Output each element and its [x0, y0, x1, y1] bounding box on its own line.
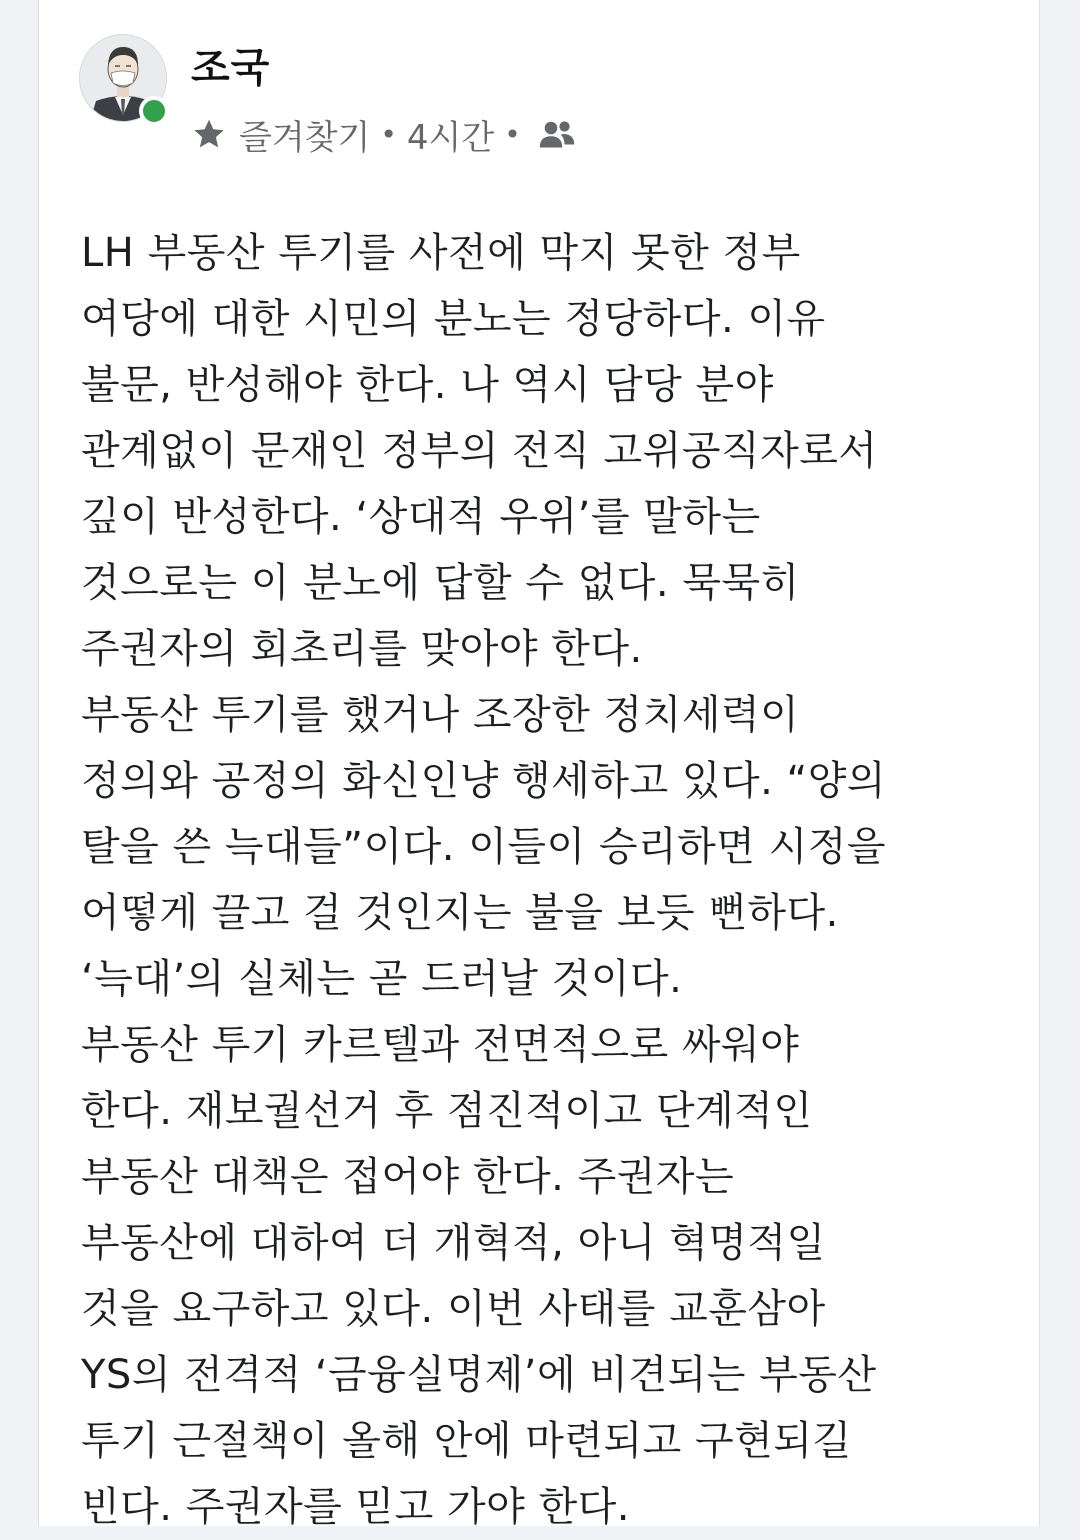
post-text-line: 한다. 재보궐선거 후 점진적이고 단계적인 — [81, 1088, 813, 1134]
star-icon — [191, 116, 227, 152]
post-text-line: 투기 근절책이 올해 안에 마련되고 구현되길 — [81, 1418, 852, 1464]
post-text-line: 빈다. 주권자를 믿고 가야 한다. — [81, 1484, 630, 1530]
post-text-line: 것을 요구하고 있다. 이번 사태를 교훈삼아 — [81, 1286, 826, 1332]
post-text-line: 것으로는 이 분노에 답할 수 없다. 묵묵히 — [81, 560, 800, 606]
author-name[interactable]: 조국 — [191, 45, 271, 91]
meta-separator: • — [380, 117, 397, 151]
post-meta — [191, 112, 577, 156]
avatar[interactable] — [79, 34, 167, 122]
post-header — [79, 34, 979, 164]
post-text-line: 어떻게 끌고 걸 것인지는 불을 보듯 뻔하다. — [81, 890, 839, 936]
post-text-line: 부동산에 대하여 더 개혁적, 아니 혁명적일 — [81, 1220, 826, 1266]
post-text-line: YS의 전격적 ‘금융실명제’에 비견되는 부동산 — [81, 1352, 877, 1398]
post-card — [38, 0, 1040, 1530]
post-text-line: 부동산 대책은 접어야 한다. 주권자는 — [81, 1154, 735, 1200]
meta-separator: • — [504, 117, 521, 151]
post-text-line: ‘늑대’의 실체는 곧 드러날 것이다. — [81, 956, 683, 1002]
online-status-dot — [139, 96, 169, 126]
post-body — [81, 220, 1011, 1540]
favorite-label[interactable]: 즐겨찾기 — [239, 117, 371, 158]
post-text-line: 부동산 투기 카르텔과 전면적으로 싸워야 — [81, 1022, 800, 1068]
post-text-line: 부동산 투기를 했거나 조장한 정치세력이 — [81, 692, 800, 738]
post-text-line: 여당에 대한 시민의 분노는 정당하다. 이유 — [81, 296, 826, 342]
post-time[interactable]: 4시간 — [406, 117, 495, 158]
post-text-line: 정의와 공정의 화신인냥 행세하고 있다. “양의 — [81, 758, 887, 804]
post-text-line: 깊이 반성한다. ‘상대적 우위’를 말하는 — [81, 494, 761, 540]
post-text-line: 불문, 반성해야 한다. 나 역시 담당 분야 — [81, 362, 774, 408]
post-text-line: 관계없이 문재인 정부의 전직 고위공직자로서 — [81, 428, 878, 474]
post-text-line: LH 부동산 투기를 사전에 막지 못한 정부 — [81, 230, 801, 276]
post-text-line: 주권자의 회초리를 맞아야 한다. — [81, 626, 643, 672]
friends-icon[interactable] — [537, 116, 577, 152]
post-text-line: 탈을 쓴 늑대들”이다. 이들이 승리하면 시정을 — [81, 824, 887, 870]
